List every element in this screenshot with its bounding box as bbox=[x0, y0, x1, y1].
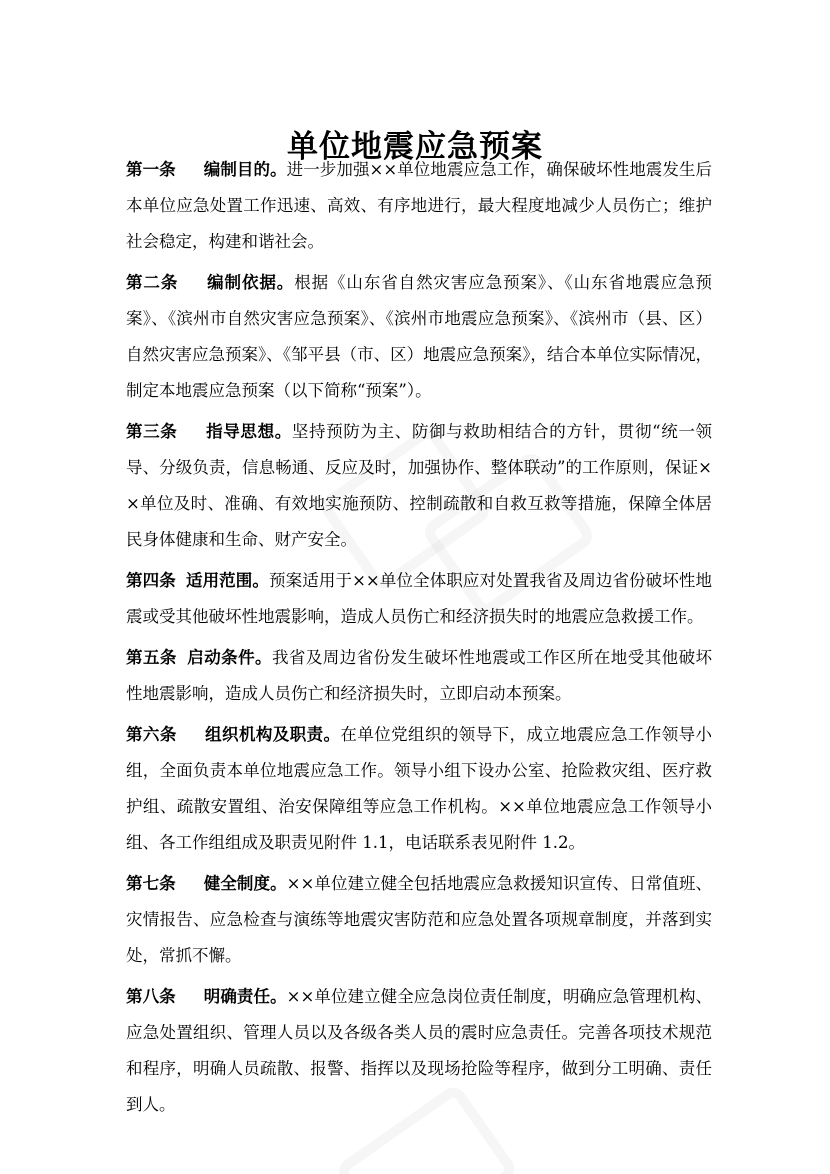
article-number: 第八条 bbox=[126, 987, 176, 1006]
article-text: 进一步加强××单位地震应急工作，确保破坏性地震发生后本单位应急处置工作迅速、高效、有序地进行，最大程度地减少人员伤亡；维护社会稳定，构建和谐社会。 bbox=[126, 160, 713, 251]
article-heading: 编制目的。 bbox=[203, 160, 287, 179]
article-1 bbox=[126, 152, 712, 260]
article-text: 预案适用于××单位全体职应对处置我省及周边省份破坏性地震或受其他破坏性地震影响，造成人员伤亡和经济损失时的地震应急救援工作。 bbox=[126, 571, 713, 626]
article-text: 根据《山东省自然灾害应急预案》、《山东省地震应急预案》、《滨州市自然灾害应急预案》、《滨州市地震应急预案》、《滨州市（县、区）自然灾害应急预案》、《邹平县（市、区）地震应急预案》，结合本单位实际情况，制定本地震应急预案（以下简称“预案”）。 bbox=[126, 273, 713, 400]
article-text: 我省及周边省份发生破坏性地震或工作区所在地受其他破坏性地震影响，造成人员伤亡和经济损失时，立即启动本预案。 bbox=[126, 648, 713, 703]
article-number: 第四条 bbox=[126, 571, 176, 590]
article-4 bbox=[126, 563, 712, 635]
article-heading: 启动条件。 bbox=[186, 648, 272, 667]
article-text: 在单位党组织的领导下，成立地震应急工作领导小组，全面负责本单位地震应急工作。领导小组下设办公室、抢险救灾组、医疗救护组、疏散安置组、治安保障组等应急工作机构。××单位地震应急工作领导小组、各工作组组成及职责见附件 1.1，电话联系表见附件 1.2。 bbox=[126, 725, 713, 852]
article-number: 第七条 bbox=[126, 874, 176, 893]
article-number: 第一条 bbox=[126, 160, 176, 179]
article-heading: 编制依据。 bbox=[206, 273, 295, 292]
article-text: ××单位建立健全应急岗位责任制度，明确应急管理机构、应急处置组织、管理人员以及各级各类人员的震时应急责任。完善各项技术规范和程序，明确人员疏散、报警、指挥以及现场抢险等程序，做到分工明确、责任到人。 bbox=[126, 987, 713, 1114]
article-number: 第六条 bbox=[126, 725, 177, 744]
article-heading: 指导思想。 bbox=[205, 422, 292, 441]
article-heading: 明确责任。 bbox=[203, 987, 287, 1006]
document-title: 单位地震应急预案 bbox=[287, 128, 543, 165]
article-number: 第三条 bbox=[126, 422, 178, 441]
article-number: 第二条 bbox=[126, 273, 179, 292]
article-3 bbox=[126, 414, 712, 558]
document-body bbox=[126, 152, 712, 1128]
article-2 bbox=[126, 265, 712, 409]
article-6 bbox=[126, 717, 712, 861]
article-heading: 健全制度。 bbox=[203, 874, 287, 893]
article-number: 第五条 bbox=[126, 648, 177, 667]
article-heading: 组织机构及职责。 bbox=[204, 725, 341, 744]
article-7 bbox=[126, 866, 712, 974]
article-heading: 适用范围。 bbox=[185, 571, 270, 590]
article-text: 坚持预防为主、防御与救助相结合的方针，贯彻“统一领导、分级负责，信息畅通、反应及时，加强协作、整体联动”的工作原则，保证××单位及时、准确、有效地实施预防、控制疏散和自救互救等措施，保障全体居民身体健康和生命、财产安全。 bbox=[126, 422, 713, 549]
article-8 bbox=[126, 979, 712, 1123]
article-5 bbox=[126, 640, 712, 712]
article-text: ××单位建立健全包括地震应急救援知识宣传、日常值班、灾情报告、应急检查与演练等地震灾害防范和应急处置各项规章制度，并落到实处，常抓不懈。 bbox=[126, 874, 713, 965]
